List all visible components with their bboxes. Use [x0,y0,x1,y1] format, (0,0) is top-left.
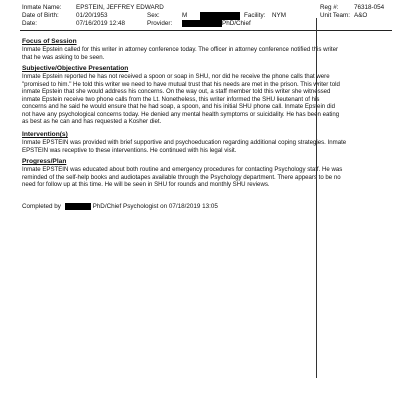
text-line: not have any psychological concerns today. He denied any mental health symptoms or suicidality. He has been eating [22,110,340,118]
provider-row [147,20,251,28]
section-title-intervention: Intervention(s) [22,131,68,138]
completed-by-suffix: PhD/Chief Psychologist on 07/18/2019 13:05 [92,203,218,211]
text-line: Inmate Epstein called for this writer in attorney conference today. The officer in attorney conference notified this writer [22,46,339,53]
section-title-focus: Focus of Session [22,38,77,45]
inmate-name-value: EPSTEIN, JEFFREY EDWARD [76,4,164,11]
date-label: Date: [22,20,38,27]
reg-value: 76318-054 [354,4,385,11]
paragraph-progress [22,166,382,189]
paragraph-subjective [22,73,382,126]
dob-row [22,12,108,20]
header-divider [20,30,392,31]
unit-value: A&O [354,12,368,19]
section-title-progress: Progress/Plan [22,158,67,165]
provider-value: PhD/Chief [222,20,251,28]
unit-label: Unit Team: [320,12,350,19]
text-line: need for follow up at this time. He will be seen in SHU for rounds and monthly SHU reviews. [22,181,270,189]
provider-label: Provider: [147,20,173,28]
date-row [22,20,125,28]
date-value: 07/16/2019 12:48 [76,20,126,27]
text-line: that he was asking to be seen. [22,53,105,61]
inmate-name-label: Inmate Name: [22,4,62,11]
text-line: Inmate Epstein reported he has not received a spoon or soap in SHU, nor did he receive the phone calls that were [22,73,330,80]
facility-label: Facility: [244,12,266,19]
reg-label: Reg #: [320,4,339,11]
facility-value: NYM [272,12,286,19]
dob-value: 01/20/1953 [76,12,108,19]
text-line: inmate Epstein that she would address his concerns. On the way out, a staff member told this writer she witnessed [22,88,331,96]
paragraph-intervention [22,139,382,154]
text-line: as best as he can and has requested a Kosher diet. [22,118,162,126]
paragraph-focus [22,46,382,61]
text-line: reminded of the self-help books and audiotapes available through the Psychology department. There appears to be no [22,173,341,181]
unit-row [320,12,367,20]
completed-by-label: Completed by [22,203,61,211]
text-line: "promised to him." He told this writer we need to have mutual trust that his needs are met in the prison. This writer told [22,80,340,88]
scan-line-artifact [316,18,317,378]
redaction-bar [200,12,240,20]
sex-value: M [182,12,188,19]
text-line: concerns and he said he would ensure that he had soap, a spoon, and his initial SHU phone call. Inmate Epstein did [22,103,336,111]
sex-row [147,12,187,20]
text-line: Inmate EPSTEIN was educated about both routine and emergency procedures for contacting Psychology staff. He was [22,166,343,173]
dob-label: Date of Birth: [22,12,59,19]
text-line: Inmate EPSTEIN was provided with brief supportive and psychoeducation regarding additional coping strategies. Inmate [22,139,347,146]
text-line: EPSTEIN was receptive to these interventions. He continued with his legal visit. [22,146,237,154]
redaction-bar [182,20,222,27]
section-title-subjective: Subjective/Objective Presentation [22,65,129,72]
reg-row [320,4,384,12]
completed-by-row [22,203,218,210]
facility-row [244,12,286,20]
redaction-bar [65,203,91,210]
text-line: inmate Epstein receive two phone calls from the Lt. Nonetheless, this writer informed the SHU lieutenant of his [22,95,320,103]
inmate-name-row [22,4,164,12]
sex-label: Sex: [147,12,160,19]
